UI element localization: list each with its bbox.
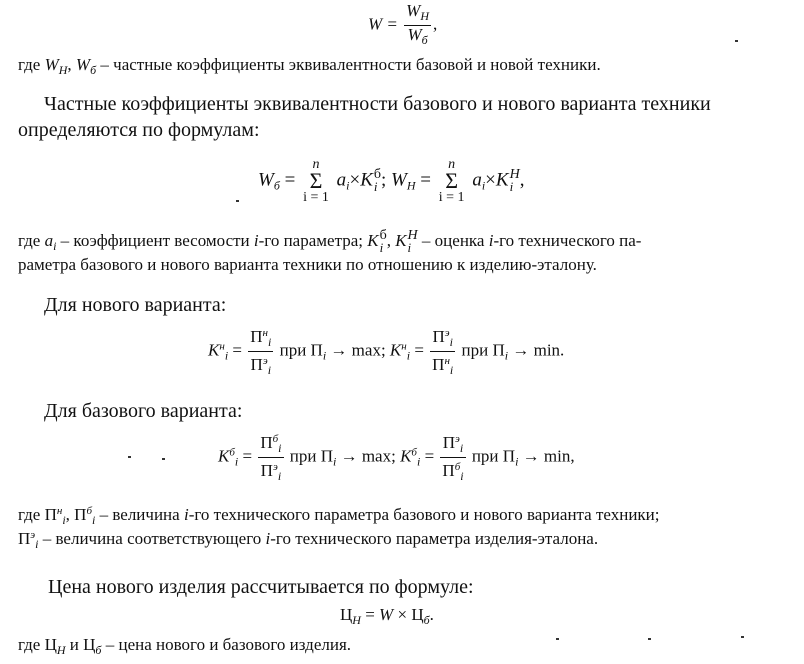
formula-base: $K^б_i$ = $\frac{П^б_i}{П^э_i}$ при $П_i \to \max$; $K^б_i$ = $\frac{П^э_i}{П^б_i}$ при $П_i \to \min$, [218,430,575,485]
paragraph-1-line-2: определяются по формулам: [18,119,260,141]
heading-new-variant: Для нового варианта: [44,294,227,316]
fraction: $\frac{П^э_i}{П^н_i}$ [430,324,455,379]
scan-speck [128,456,131,458]
formula-new: $K^н_i$ = $\frac{П^н_i}{П^э_i}$ при $П_i \to \max$; $K^н_i$ = $\frac{П^э_i}{П^н_i}$ при $П_i \to \min$. [208,324,564,379]
paragraph-1-line-1: Частные коэффициенты эквивалентности базового и нового варианта техники [44,93,711,115]
formula-w: W = $\frac{W_Н}{W_б}$ , [368,1,438,47]
sum-operator: n Σ i = 1 [438,157,465,205]
paragraph-3-line-2: $П^э_i$ – величина соответствующего i-го технического параметра изделия-эталона. [18,529,599,551]
paragraph-2-line-2: раметра базового и нового варианта техники по отношению к изделию-эталону. [18,255,597,274]
scan-speck [648,638,651,640]
fraction: $\frac{П^э_i}{П^б_i}$ [440,430,465,485]
text-line-1: где $W_H$, $W_б$ – частные коэффициенты эквивалентности базовой и новой техники. [18,55,601,77]
fraction: $\frac{П^б_i}{П^э_i}$ [258,430,283,485]
heading-base-variant: Для базового варианта: [44,400,243,422]
paragraph-4: где $Ц_H$ и $Ц_б$ – цена нового и базового изделия. [18,635,352,657]
scan-speck [162,458,165,460]
scan-speck [741,636,744,638]
fraction: $\frac{W_Н}{W_б}$ [406,1,429,47]
scan-speck [735,40,738,42]
scan-speck [556,638,559,640]
formula-sum: $W_б$ = n Σ i = 1 $a_i\times K$ б i ; $W_H$ = n Σ i = 1 $a_i\times K$ H i , [258,157,525,205]
fraction: $\frac{П^н_i}{П^э_i}$ [248,324,273,379]
formula-price: $Ц_H = W \times Ц_б$. [340,605,434,627]
paragraph-2-line-1: где $a_i$ – коэффициент весомости i-го параметра; K б i , K H i – оценка i-го технического па- [18,228,642,256]
paragraph-3-line-1: где $П^н_i$, $П^б_i$ – величина i-го технического параметра базового и нового варианта техники; [18,505,660,527]
scan-speck [236,200,239,202]
sum-operator: n Σ i = 1 [303,157,329,205]
heading-price: Цена нового изделия рассчитывается по формуле: [48,576,474,598]
